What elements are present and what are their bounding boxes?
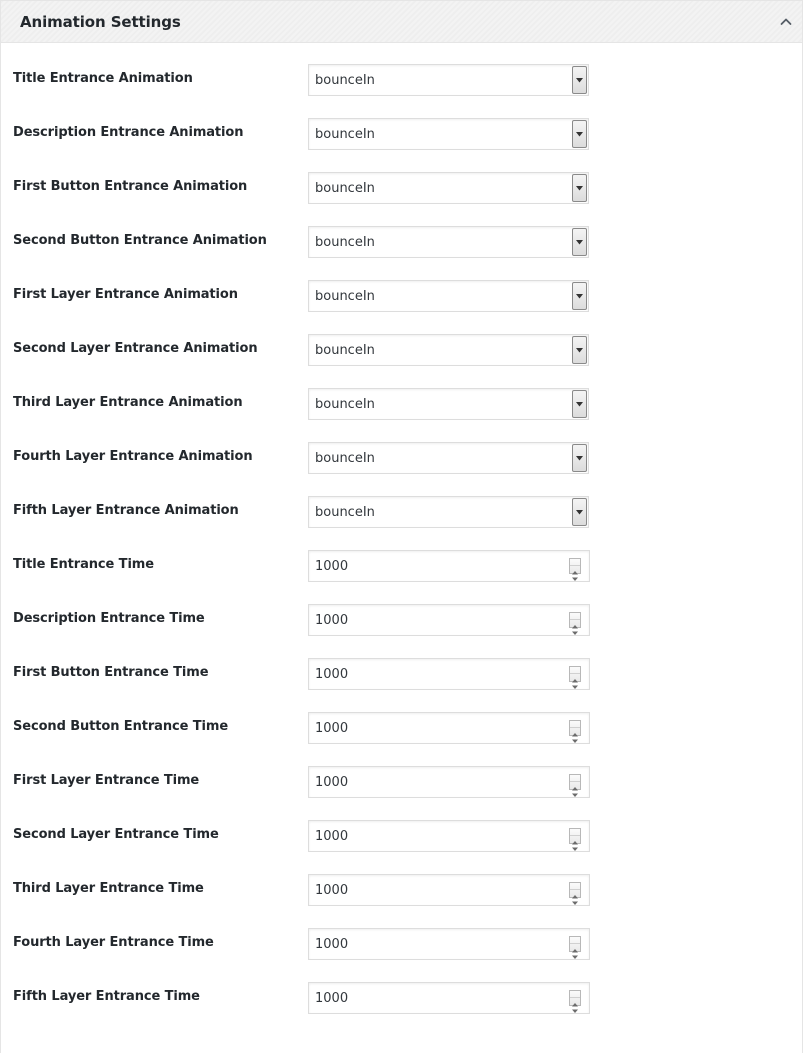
- number-spinner[interactable]: [569, 720, 581, 736]
- animation-select-value: bounceIn: [315, 181, 375, 196]
- animation-field-label: Title Entrance Animation: [13, 71, 193, 86]
- spinner-divider: [570, 997, 580, 998]
- animation-select[interactable]: [308, 334, 589, 366]
- dropdown-arrow-icon[interactable]: [572, 174, 587, 202]
- animation-field-label: Description Entrance Animation: [13, 125, 244, 140]
- animation-select[interactable]: [308, 442, 589, 474]
- animation-select-value: bounceIn: [315, 73, 375, 88]
- time-input-value: 1000: [315, 991, 349, 1006]
- animation-field-label: Fourth Layer Entrance Animation: [13, 449, 253, 464]
- animation-field-label: First Button Entrance Animation: [13, 179, 248, 194]
- spinner-divider: [570, 673, 580, 674]
- number-spinner[interactable]: [569, 936, 581, 952]
- animation-select[interactable]: [308, 280, 589, 312]
- dropdown-arrow-icon[interactable]: [572, 66, 587, 94]
- spinner-divider: [570, 889, 580, 890]
- animation-select[interactable]: [308, 172, 589, 204]
- spinner-divider: [570, 943, 580, 944]
- time-field-label: Fourth Layer Entrance Time: [13, 935, 214, 950]
- number-spinner[interactable]: [569, 990, 581, 1006]
- animation-select[interactable]: [308, 388, 589, 420]
- animation-select[interactable]: [308, 496, 589, 528]
- spinner-down-icon[interactable]: [571, 945, 579, 951]
- time-field-label: First Layer Entrance Time: [13, 773, 200, 788]
- number-spinner[interactable]: [569, 882, 581, 898]
- time-input-value: 1000: [315, 883, 349, 898]
- animation-select-value: bounceIn: [315, 397, 375, 412]
- dropdown-arrow-icon[interactable]: [572, 282, 587, 310]
- spinner-down-icon[interactable]: [571, 783, 579, 789]
- time-number-input[interactable]: [308, 874, 590, 906]
- time-field-label: Title Entrance Time: [13, 557, 154, 572]
- spinner-divider: [570, 835, 580, 836]
- time-input-value: 1000: [315, 559, 349, 574]
- number-spinner[interactable]: [569, 828, 581, 844]
- animation-select[interactable]: [308, 64, 589, 96]
- animation-select-value: bounceIn: [315, 289, 375, 304]
- time-field-label: Description Entrance Time: [13, 611, 205, 626]
- spinner-down-icon[interactable]: [571, 567, 579, 573]
- time-input-value: 1000: [315, 937, 349, 952]
- time-number-input[interactable]: [308, 820, 590, 852]
- spinner-down-icon[interactable]: [571, 675, 579, 681]
- number-spinner[interactable]: [569, 666, 581, 682]
- number-spinner[interactable]: [569, 558, 581, 574]
- animation-field-label: Second Layer Entrance Animation: [13, 341, 258, 356]
- spinner-down-icon[interactable]: [571, 891, 579, 897]
- animation-select-value: bounceIn: [315, 343, 375, 358]
- spinner-divider: [570, 619, 580, 620]
- time-field-label: Fifth Layer Entrance Time: [13, 989, 200, 1004]
- chevron-up-icon[interactable]: [774, 10, 798, 34]
- time-input-value: 1000: [315, 667, 349, 682]
- spinner-down-icon[interactable]: [571, 621, 579, 627]
- spinner-down-icon[interactable]: [571, 729, 579, 735]
- animation-select-value: bounceIn: [315, 505, 375, 520]
- time-field-label: First Button Entrance Time: [13, 665, 209, 680]
- animation-select-value: bounceIn: [315, 235, 375, 250]
- time-number-input[interactable]: [308, 928, 590, 960]
- time-input-value: 1000: [315, 775, 349, 790]
- spinner-divider: [570, 727, 580, 728]
- animation-select-value: bounceIn: [315, 127, 375, 142]
- time-number-input[interactable]: [308, 712, 590, 744]
- spinner-divider: [570, 565, 580, 566]
- time-input-value: 1000: [315, 721, 349, 736]
- spinner-down-icon[interactable]: [571, 999, 579, 1005]
- time-input-value: 1000: [315, 613, 349, 628]
- animation-select[interactable]: [308, 226, 589, 258]
- time-number-input[interactable]: [308, 604, 590, 636]
- animation-select-value: bounceIn: [315, 451, 375, 466]
- time-field-label: Second Layer Entrance Time: [13, 827, 219, 842]
- dropdown-arrow-icon[interactable]: [572, 336, 587, 364]
- spinner-divider: [570, 781, 580, 782]
- time-field-label: Third Layer Entrance Time: [13, 881, 204, 896]
- spinner-down-icon[interactable]: [571, 837, 579, 843]
- dropdown-arrow-icon[interactable]: [572, 498, 587, 526]
- time-number-input[interactable]: [308, 550, 590, 582]
- panel-title: Animation Settings: [20, 13, 181, 31]
- number-spinner[interactable]: [569, 612, 581, 628]
- animation-field-label: Second Button Entrance Animation: [13, 233, 267, 248]
- dropdown-arrow-icon[interactable]: [572, 390, 587, 418]
- dropdown-arrow-icon[interactable]: [572, 228, 587, 256]
- time-field-label: Second Button Entrance Time: [13, 719, 229, 734]
- dropdown-arrow-icon[interactable]: [572, 444, 587, 472]
- animation-field-label: First Layer Entrance Animation: [13, 287, 238, 302]
- panel-header[interactable]: [1, 0, 802, 43]
- time-number-input[interactable]: [308, 658, 590, 690]
- time-number-input[interactable]: [308, 766, 590, 798]
- time-number-input[interactable]: [308, 982, 590, 1014]
- animation-field-label: Third Layer Entrance Animation: [13, 395, 243, 410]
- animation-field-label: Fifth Layer Entrance Animation: [13, 503, 239, 518]
- number-spinner[interactable]: [569, 774, 581, 790]
- dropdown-arrow-icon[interactable]: [572, 120, 587, 148]
- animation-select[interactable]: [308, 118, 589, 150]
- time-input-value: 1000: [315, 829, 349, 844]
